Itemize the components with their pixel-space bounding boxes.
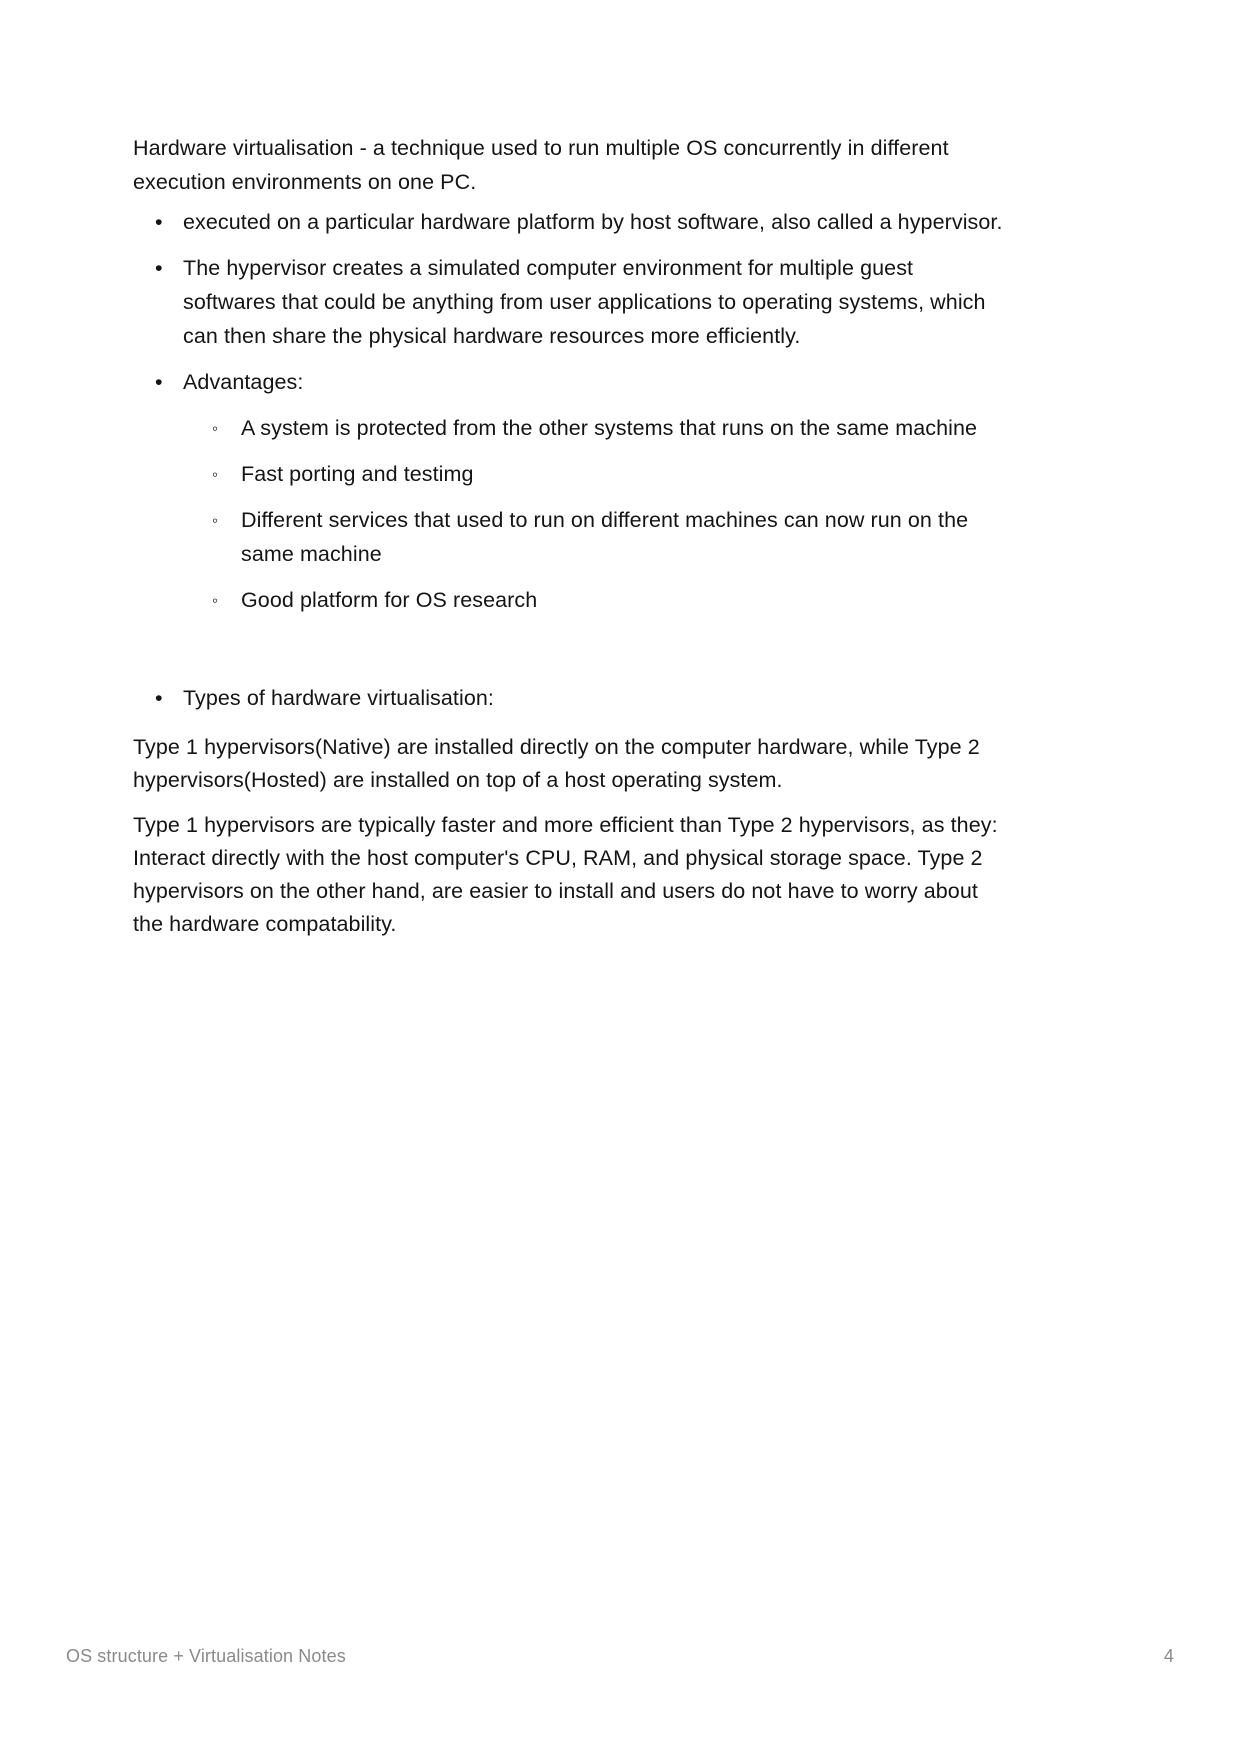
list-item: [199, 457, 1008, 491]
bullet-circle-icon: ◦: [212, 419, 219, 438]
paragraph-line: have to worry about the hardware compatability.: [133, 879, 978, 936]
intro-line-1: Hardware virtualisation - a technique used to run multiple OS concurrently in: [133, 136, 865, 160]
list-item-label: A system is protected from the other systems that runs on the same machine: [241, 416, 978, 440]
list-item: [141, 205, 1008, 239]
bullet-list-level-2: [133, 411, 1008, 617]
footer-page-number: 4: [1163, 1646, 1174, 1666]
paragraph-line: space. Type 2 hypervisors on the other hand, are easier to install and users do not: [133, 846, 983, 903]
paragraph-line: Type 1 hypervisors(Native) are installed directly on the computer hardware, while: [133, 735, 910, 759]
bullet-disc-icon: •: [155, 210, 163, 234]
spacer: [133, 629, 1008, 681]
paragraph-hypervisor-comparison: [133, 809, 1008, 941]
bullet-disc-icon: •: [155, 370, 163, 394]
list-item-advantages: [141, 365, 1008, 399]
list-item-types: [141, 681, 1008, 715]
page-footer: [66, 1644, 1174, 1668]
footer-title: OS structure + Virtualisation Notes: [66, 1646, 346, 1666]
list-item-label: The hypervisor creates a simulated computer environment for multiple guest softwares that could be anything from user applications to operating systems, which can then share the physical hardware resources more efficiently.: [183, 256, 986, 348]
list-item: [199, 503, 1008, 571]
list-item-label: Good platform for OS research: [241, 588, 538, 612]
page-content: [133, 131, 1008, 953]
bullet-list-level-1: [133, 205, 1008, 715]
bullet-circle-icon: ◦: [212, 591, 219, 610]
bullet-circle-icon: ◦: [212, 511, 219, 530]
list-item-label: Advantages:: [183, 370, 304, 394]
list-item-label: executed on a particular hardware platform by host software, also called a hypervisor.: [183, 210, 1003, 234]
bullet-disc-icon: •: [155, 256, 163, 280]
paragraph-line: they: Interact directly with the host computer's CPU, RAM, and physical storage: [133, 813, 998, 870]
list-item: [199, 411, 1008, 445]
bullet-circle-icon: ◦: [212, 465, 219, 484]
list-item-label: Different services that used to run on different machines can now run on the same machine: [241, 508, 969, 566]
bullet-disc-icon: •: [155, 686, 163, 710]
list-item-label: Types of hardware virtualisation:: [183, 686, 494, 710]
list-item-label: Fast porting and testimg: [241, 462, 474, 486]
intro-paragraph: [133, 131, 1008, 199]
intro-line-2: different execution environments on one PC.: [133, 136, 949, 194]
list-item: [199, 583, 1008, 617]
paragraph-line: Type 1 hypervisors are typically faster and more efficient than Type 2 hypervisors, as: [133, 813, 945, 837]
paragraph-line: Type 2 hypervisors(Hosted) are installed on top of a host operating system.: [133, 735, 980, 792]
list-item: [141, 251, 1008, 353]
paragraph-hypervisor-types: [133, 731, 1008, 797]
